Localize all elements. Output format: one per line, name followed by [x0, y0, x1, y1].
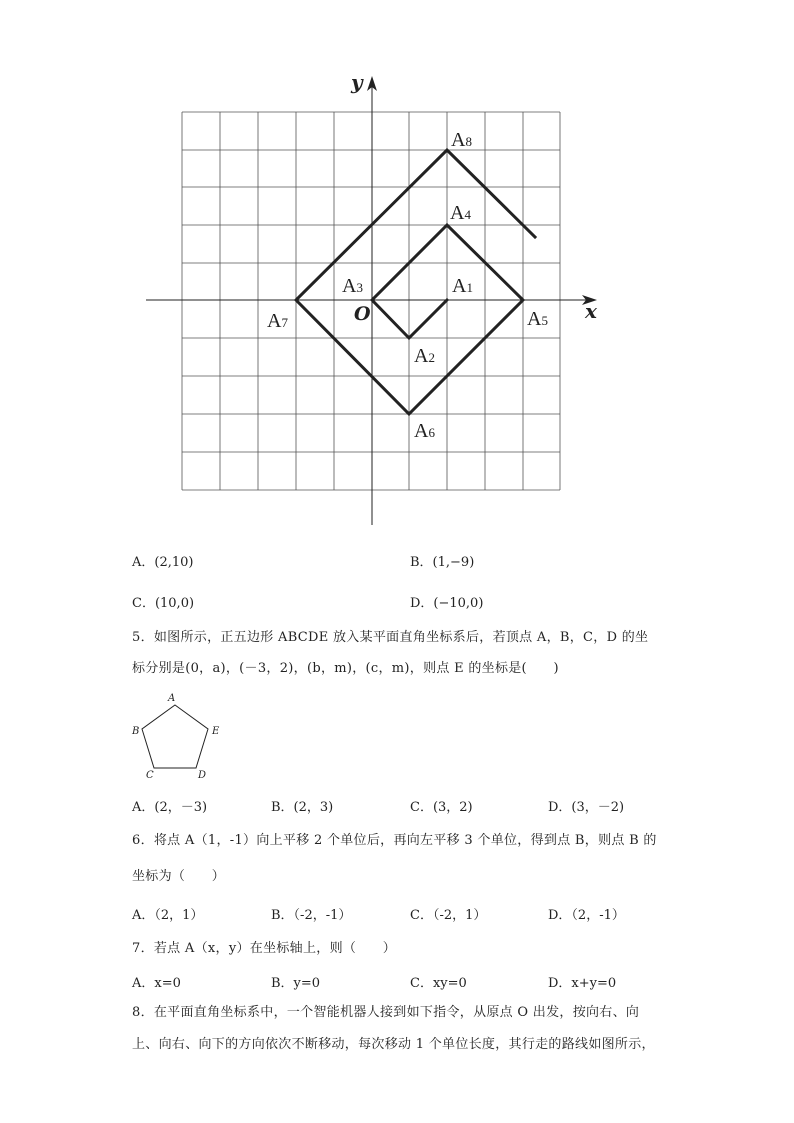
q6-text-line-2: 坐标为（ ）	[132, 869, 226, 884]
q6-option-a[interactable]: A．（2，1）	[132, 908, 204, 923]
q5-option-c[interactable]: C．(3，2)	[410, 800, 473, 815]
q6-option-c[interactable]: C．（-2，1）	[410, 908, 487, 923]
pentagon-label-e: E	[212, 726, 220, 737]
q6-text-line-1: 6．将点 A（1，-1）向上平移 2 个单位后，再向左平移 3 个单位，得到点 B，则点 B 的	[132, 833, 657, 848]
point-label-a4: A4	[450, 202, 471, 224]
q5-option-a[interactable]: A．(2，－3)	[132, 800, 208, 815]
point-label-a3: A3	[342, 275, 363, 297]
point-label-a6: A6	[414, 420, 435, 442]
pentagon-label-d: D	[198, 770, 207, 781]
q5-option-d[interactable]: D．(3，－2)	[548, 800, 625, 815]
q7-option-d[interactable]: D．x+y=0	[548, 976, 617, 991]
point-label-a2: A2	[414, 345, 435, 367]
q8-text-line-2: 上、向右、向下的方向依次不断移动，每次移动 1 个单位长度，其行走的路线如图所示，	[132, 1037, 655, 1052]
pentagon-label-a: A	[168, 693, 176, 704]
robot-path-lines	[296, 150, 535, 414]
q4-option-d[interactable]: D．(−10,0)	[410, 596, 484, 611]
y-axis-label: y	[351, 70, 363, 94]
point-label-a1: A1	[452, 275, 473, 297]
origin-label: O	[354, 303, 371, 325]
q7-text-line-1: 7．若点 A（x，y）在坐标轴上，则（ ）	[132, 941, 397, 956]
pentagon-label-c: C	[146, 770, 154, 781]
robot-path	[372, 300, 447, 338]
q6-option-b[interactable]: B．（-2，-1）	[271, 908, 352, 923]
q5-text-line-1: 5．如图所示，正五边形 ABCDE 放入某平面直角坐标系后，若顶点 A，B，C，D 的坐	[132, 630, 649, 645]
q6-option-d[interactable]: D．（2，-1）	[548, 908, 625, 923]
point-label-a8: A8	[451, 129, 472, 151]
q4-option-a[interactable]: A．(2,10)	[132, 555, 194, 570]
q5-text-line-2: 标分别是(0，a)，(－3，2)，(b，m)，(c，m)，则点 E 的坐标是( )	[132, 661, 559, 676]
pentagon-figure	[128, 690, 228, 782]
q4-option-c[interactable]: C．(10,0)	[132, 596, 195, 611]
q5-option-b[interactable]: B．(2，3)	[271, 800, 334, 815]
point-label-a5: A5	[527, 308, 548, 330]
x-axis-label: x	[585, 299, 597, 323]
q7-option-c[interactable]: C．xy=0	[410, 976, 467, 991]
q8-text-line-1: 8．在平面直角坐标系中，一个智能机器人接到如下指令，从原点 O 出发，按向右、向	[132, 1005, 640, 1020]
q4-option-b[interactable]: B．(1,−9)	[410, 555, 475, 570]
coordinate-figure	[0, 0, 794, 540]
pentagon-label-b: B	[132, 726, 140, 737]
point-label-a7: A7	[267, 310, 288, 332]
q7-option-b[interactable]: B．y=0	[271, 976, 321, 991]
q7-option-a[interactable]: A．x=0	[132, 976, 181, 991]
